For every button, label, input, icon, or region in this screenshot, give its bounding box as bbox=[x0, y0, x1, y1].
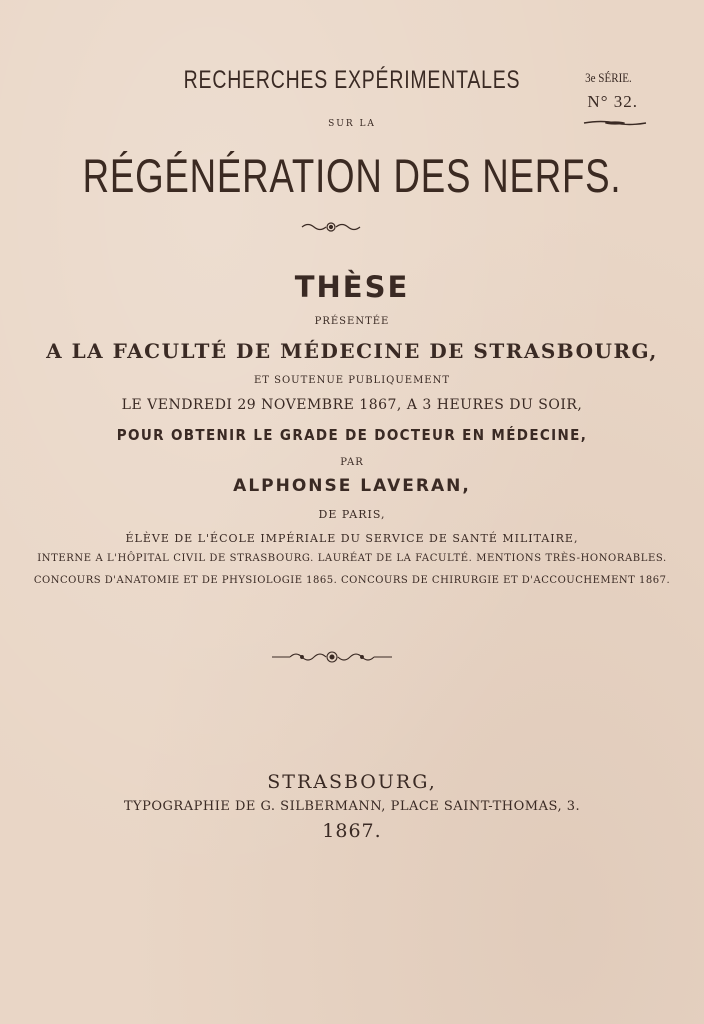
credential-line: ÉLÈVE DE L'ÉCOLE IMPÉRIALE DU SERVICE DE SANTÉ MILITAIRE, bbox=[125, 532, 579, 545]
title-line-1: RECHERCHES EXPÉRIMENTALES bbox=[183, 66, 521, 94]
imprint-city: STRASBOURG, bbox=[267, 771, 437, 793]
faculty-line: A LA FACULTÉ DE MÉDECINE DE STRASBOURG, bbox=[46, 339, 658, 363]
ornament-small bbox=[300, 220, 362, 234]
date-line: LE VENDREDI 29 NOVEMBRE 1867, A 3 HEURES DU SOIR, bbox=[121, 397, 583, 413]
series-number: N° 32. bbox=[587, 92, 638, 111]
defended-line: ET SOUTENUE PUBLIQUEMENT bbox=[253, 375, 451, 386]
series-label: 3e SÉRIE. bbox=[585, 70, 632, 85]
credential-line: INTERNE A L'HÔPITAL CIVIL DE STRASBOURG. LAURÉAT DE LA FACULTÉ. MENTIONS TRÈS-HONORABLES. bbox=[37, 553, 667, 564]
imprint-year: 1867. bbox=[322, 820, 382, 842]
credential-line: CONCOURS D'ANATOMIE ET DE PHYSIOLOGIE 1865. CONCOURS DE CHIRURGIE ET D'ACCOUCHEMENT 1867. bbox=[33, 575, 671, 586]
imprint-printer: TYPOGRAPHIE DE G. SILBERMANN, PLACE SAINT-THOMAS, 3. bbox=[123, 799, 581, 814]
main-title: RÉGÉNÉRATION DES NERFS. bbox=[82, 149, 622, 202]
purpose-line: POUR OBTENIR LE GRADE DE DOCTEUR EN MÉDECINE, bbox=[116, 426, 588, 444]
presented-label: PRÉSENTÉE bbox=[314, 316, 390, 327]
thesis-heading: THÈSE bbox=[294, 270, 410, 304]
author-name: ALPHONSE LAVERAN, bbox=[233, 476, 471, 496]
ornament-large bbox=[270, 648, 394, 666]
title-line-2: SUR LA bbox=[328, 119, 376, 129]
origin-line: DE PARIS, bbox=[318, 508, 386, 521]
by-label: PAR bbox=[340, 457, 364, 468]
